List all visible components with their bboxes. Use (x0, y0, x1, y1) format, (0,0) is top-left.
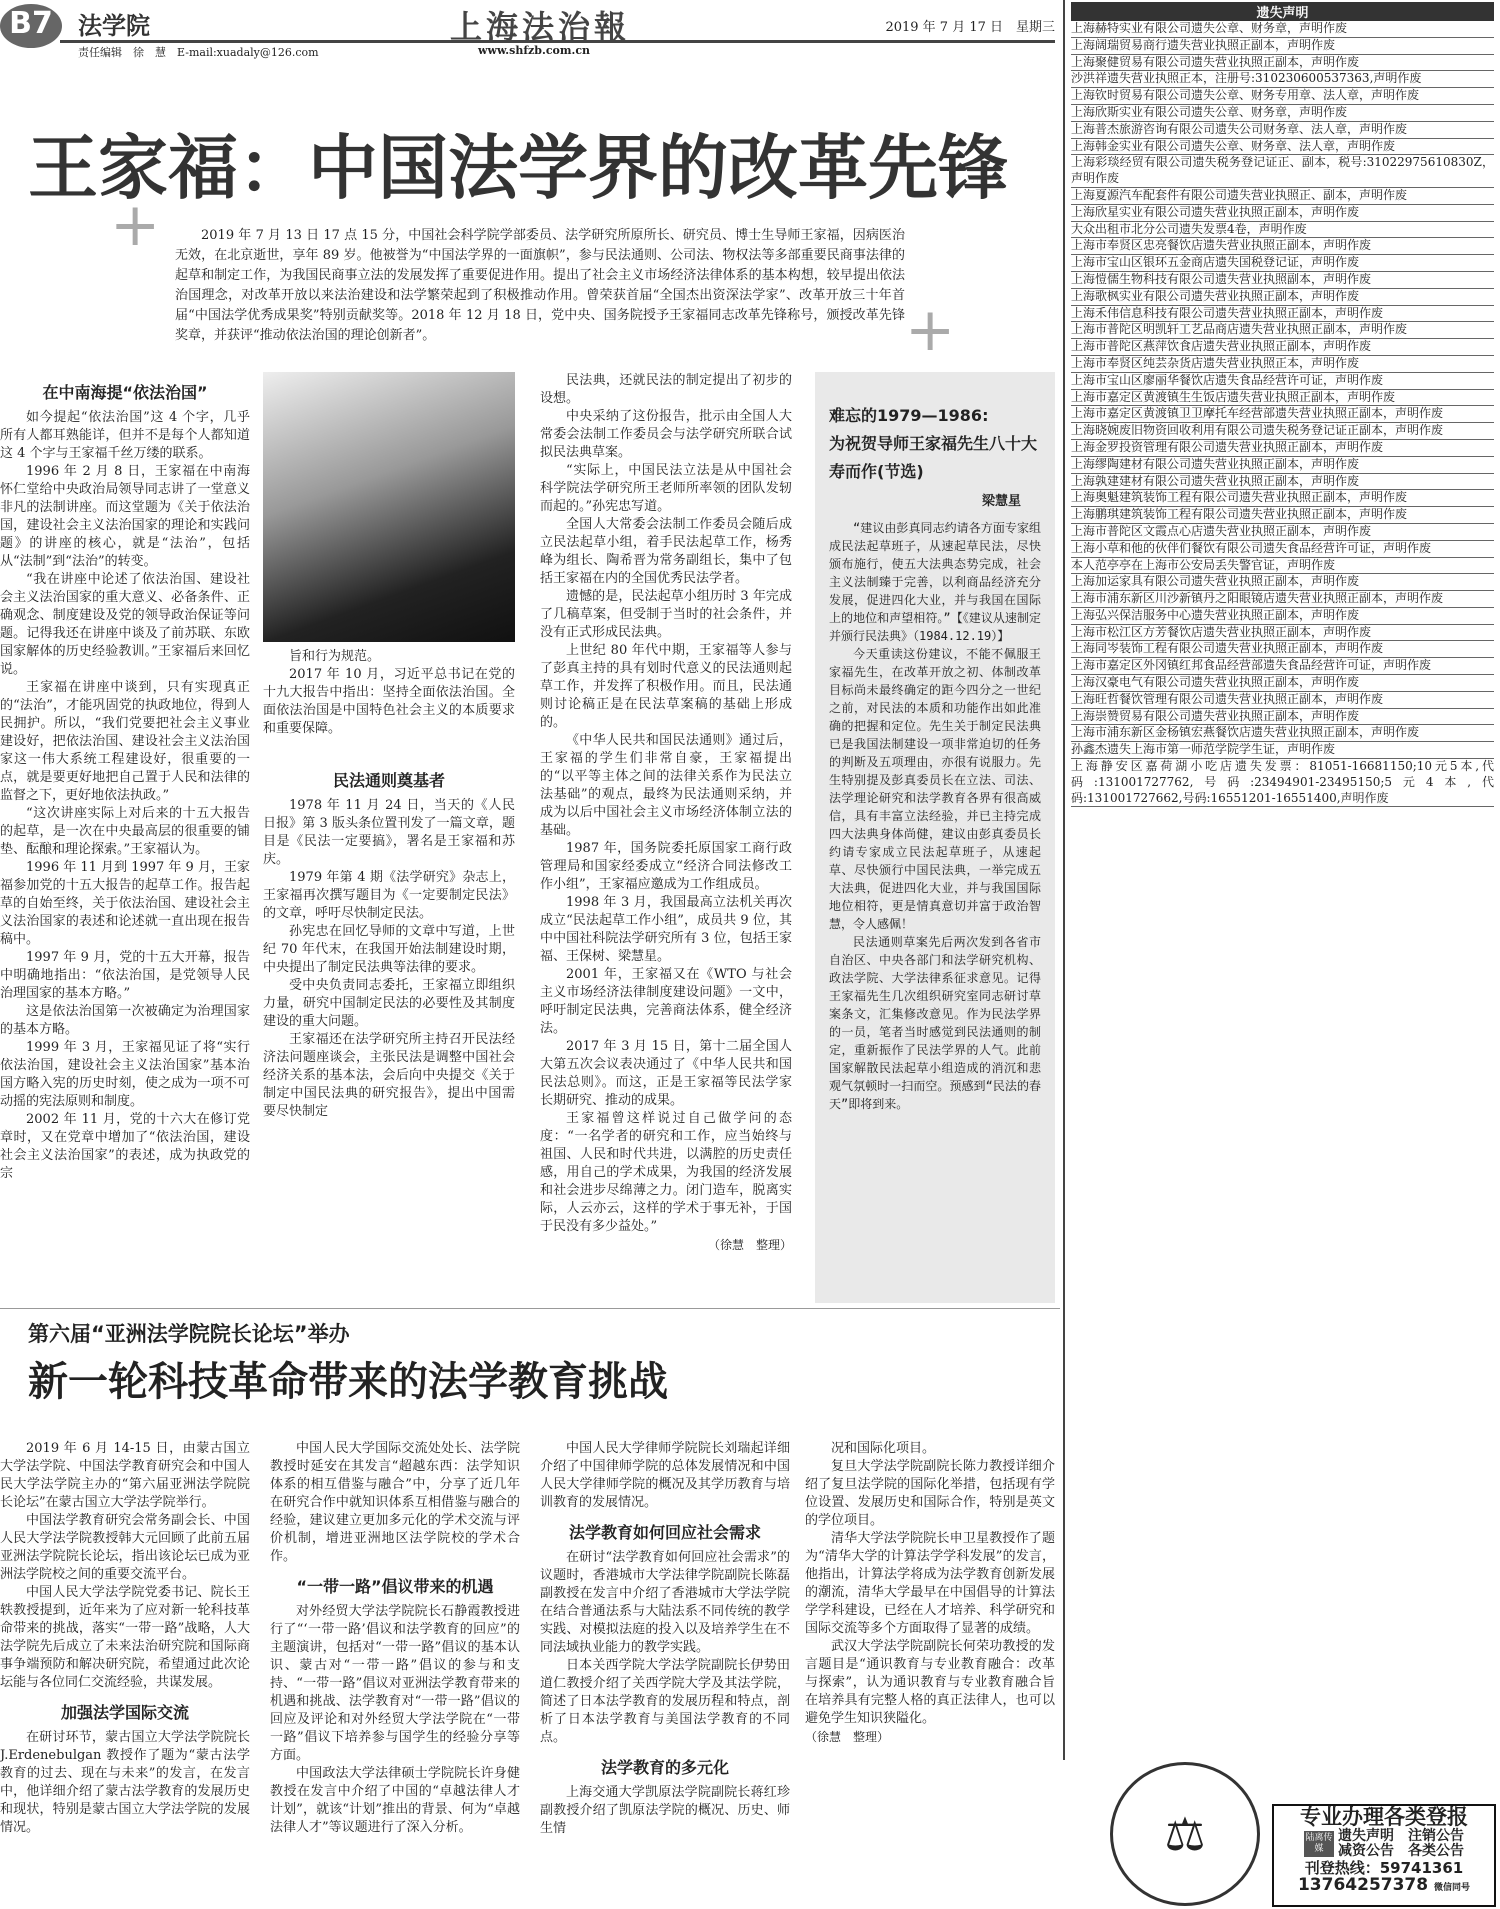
paragraph: 1978 年 11 月 24 日，当天的《人民日报》第 3 版头条位置刊发了一篇文章，题目是《民法一定要搞》，署名是王家福和苏庆。 (263, 798, 515, 867)
article2-column-2 (270, 1440, 520, 1837)
paragraph: 遗憾的是，民法起草小组历时 3 年完成了几稿草案，但受制于当时的社会条件，并没有正式形成民法典。 (540, 589, 792, 640)
sidebar-title: 难忘的1979—1986: (829, 406, 989, 425)
paragraph: “我在讲座中论述了依法治国、建设社会主义法治国家的重大意义、必备条件、正确观念、制度建设及党的领导政治保证等问题。记得我还在讲座中谈及了前苏联、东欧国家解体的历史经验教训。”王家福后来回忆说。 (0, 572, 250, 677)
paragraph: 2019 年 6 月 14-15 日，由蒙古国立大学法学院、中国法学教育研究会和中国人民大学法学院主办的“第六届亚洲法学院院长论坛”在蒙古国立大学法学院举行。 (0, 1441, 250, 1510)
paragraph: 上海金罗投资管理有限公司遗失营业执照正副本，声明作废 (1071, 440, 1494, 457)
paragraph: 本人范亭亭在上海市公安局丢失警官证，声明作废 (1071, 558, 1494, 575)
headline: 新一轮科技革命带来的法学教育挑战 (28, 1359, 668, 1405)
paragraph: 2017 年 10 月，习近平总书记在党的十九大报告中指出：坚持全面依法治国。全面依法治国是中国特色社会主义的本质要求和重要保障。 (263, 667, 515, 736)
paragraph: 全国人大常委会法制工作委员会随后成立民法起草小组，着手民法起草工作，杨秀峰为组长、陶希晋为常务副组长，集中了包括王家福在内的全国优秀民法学者。 (540, 517, 792, 586)
paragraph: 大众出租市北分公司遗失发票4卷，声明作废 (1071, 222, 1494, 239)
paragraph: “建议由彭真同志约请各方面专家组成民法起草班子，从速起草民法，尽快颁布施行，使五大法典态势完成，社会主义法制臻于完善，以利商品经济充分发展，促进四化大业，并与我国在国际上的地位和声望相符。”【《建议从速制定并颁行民法典》（1984.12.19）】 (829, 521, 1041, 643)
intro-text: 2019 年 7 月 13 日 17 点 15 分，中国社会科学院学部委员、法学研究所原所长、研究员、博士生导师王家福，因病医治无效，在北京逝世，享年 89 岁。他被誉为“中国法学界的一面旗帜”，参与民法通则、公司法、物权法等多部重要民商事法律的起草和制定工作，为我国民商事立法的发展发挥了重要促进作用。提出了社会主义市场经济法律体系的基本构想，较早提出依法治国理念，对改革开放以来法治建设和法学繁荣起到了积极推动作用。曾荣获首届“全国杰出资深法学家”、改革开放三十年首届“中国法学优秀成果奖”特别贡献奖等。2018 年 12 月 18 日，党中央、国务院授予王家福同志改革先锋称号，颁授改革先锋奖章，并获评“推动依法治国的理论创新者”。 (175, 228, 905, 343)
paragraph-list (263, 648, 515, 738)
paragraph: 上海普杰旅游咨询有限公司遗失公司财务章、法人章，声明作废 (1071, 122, 1494, 139)
notices-header: 遗失声明 (1071, 2, 1494, 21)
paragraph: 上海欣星实业有限公司遗失营业执照正副本，声明作废 (1071, 205, 1494, 222)
paragraph: 上海市浦东新区川沙新镇丹之阳眼镜店遗失营业执照正副本，声明作废 (1071, 591, 1494, 608)
article2-column-1 (0, 1440, 250, 1837)
paragraph-list (0, 409, 250, 1183)
paragraph: 1999 年 3 月，王家福见证了将“实行依法治国，建设社会主义法治国家”基本治国方略入宪的历史时刻，使之成为一项不可动摇的宪法原则和制度。 (0, 1040, 250, 1109)
paragraph: 武汉大学法学院副院长何荣功教授的发言题目是“通识教育与专业教育融合：改革与探索”，认为通识教育与专业教育融合旨在培养具有完整人格的真正法律人，也可以避免学生知识狭隘化。 (805, 1639, 1055, 1726)
ad-brand-logo: 陆离传媒 (1304, 1831, 1334, 1857)
paragraph: 2002 年 11 月，党的十六大在修订党章时，又在党章中增加了“依法治国，建设社会主义法治国家”的表述，成为执政党的宗 (0, 1112, 250, 1181)
hotline-number: 59741361 (1379, 1858, 1464, 1877)
hotline-label: 刊登热线： (1304, 1858, 1380, 1877)
paragraph-list (0, 1440, 250, 1692)
cross-ornament-icon: + (905, 295, 956, 365)
paragraph: 上海缪陶建材有限公司遗失营业执照正副本，声明作废 (1071, 457, 1494, 474)
paragraph: 上海弘兴保洁服务中心遗失营业执照正副本，声明作废 (1071, 608, 1494, 625)
issue-date: 2019 年 7 月 17 日 星期三 (885, 20, 1055, 35)
notices-column (1063, 0, 1500, 1760)
article-column-3 (540, 372, 792, 1253)
paragraph: 上海彩琰经贸有限公司遗失税务登记证正、副本，税号:31022975610830Z，声明作废 (1071, 155, 1494, 188)
paragraph: 王家福还在法学研究所主持召开民法经济法问题座谈会，主张民法是调整中国社会经济关系的基本法，会后向中央提交《关于制定中国民法典的研究报告》，提出中国需要尽快制定 (263, 1032, 515, 1119)
paragraph: 这是依法治国第一次被确定为治理国家的基本方略。 (0, 1004, 250, 1037)
masthead: 上海法治報 (450, 8, 631, 46)
law-school-emblem: ⚖ (1110, 1762, 1260, 1906)
paragraph: 上海晓婉废旧物资回收利用有限公司遗失税务登记证正副本，声明作废 (1071, 423, 1494, 440)
paragraph: 上海市松江区方芳餐饮店遗失营业执照正副本，声明作废 (1071, 625, 1494, 642)
divider (0, 1308, 1060, 1309)
paragraph-list (540, 1549, 790, 1747)
paragraph: 中央采纳了这份报告，批示由全国人大常委会法制工作委员会与法学研究所联合试拟民法典草案。 (540, 409, 792, 460)
paragraph-list (263, 797, 515, 1121)
header-rule (60, 40, 1055, 43)
website-url[interactable]: www.shfzb.com.cn (478, 44, 591, 57)
paragraph: 在研讨“法学教育如何回应社会需求”的议题时，香港城市大学法律学院副院长陈磊副教授在发言中介绍了香港城市大学法学院在结合普通法系与大陆法系不同传统的教学实践、对模拟法庭的投入以及培养学生在不同法域执业能力的教学实践。 (540, 1550, 790, 1655)
paragraph: 上海市普陀区明凯轩工艺品商店遗失营业执照正副本，声明作废 (1071, 322, 1494, 339)
paragraph: 日本关西学院大学法学院副院长伊势田道仁教授介绍了关西学院大学及其法学院，简述了日本法学教育的发展历程和特点，剖析了日本法学教育与美国法学教育的不同点。 (540, 1658, 790, 1745)
paragraph: 中国人民大学国际交流处处长、法学院教授时延安在其发言“超越东西：法学知识体系的相互借鉴与融合”中，分享了近几年在研究合作中就知识体系互相借鉴与融合的经验，建议建立更加多元化的学术交流与评价机制，增进亚洲地区法学院校的学术合作。 (270, 1441, 520, 1564)
advertisement (1272, 1804, 1496, 1907)
paragraph-list (540, 372, 792, 1236)
paragraph: 中国人民大学律师学院院长刘瑞起详细介绍了中国律师学院的总体发展情况和中国人民大学律师学院的概况及其学历教育与培训教育的发展情况。 (540, 1441, 790, 1510)
paragraph: 上海夏源汽车配套件有限公司遗失营业执照正、副本，声明作废 (1071, 188, 1494, 205)
paragraph: 2017 年 3 月 15 日，第十二届全国人大第五次会议表决通过了《中华人民共和国民法总则》。而这，正是王家福等民法学家长期研究、推动的成果。 (540, 1039, 792, 1108)
paragraph: 受中央负责同志委托，王家福立即组织力量，研究中国制定民法的必要性及其制度建设的重大问题。 (263, 978, 515, 1029)
paragraph: 中国政法大学法律硕士学院院长许身健教授在发言中介绍了中国的“卓越法律人才计划”，就该“计划”推出的背景、何为“卓越法律人才”等议题进行了深入分析。 (270, 1766, 520, 1835)
portrait-photo (263, 372, 515, 642)
sidebar-excerpt (815, 372, 1055, 1303)
paragraph-list (270, 1440, 520, 1566)
paragraph: 上海同岑装饰工程有限公司遗失营业执照正副本，声明作废 (1071, 641, 1494, 658)
paragraph: 上海崇赞贸易有限公司遗失营业执照正副本，声明作废 (1071, 709, 1494, 726)
paragraph: 上海市宝山区廖丽华餐饮店遗失食品经营许可证，声明作废 (1071, 373, 1494, 390)
paragraph-list (540, 1440, 790, 1512)
paragraph: 1998 年 3 月，我国最高立法机关再次成立“民法起草工作小组”，成员共 9 位，其中中国社科院法学研究所有 3 位，包括王家福、王保树、梁慧星。 (540, 895, 792, 964)
paragraph: 对外经贸大学法学院院长石静霞教授进行了“‘一带一路’倡议和法学教育的回应”的主题演讲，包括对“一带一路”倡议的基本认识、蒙古对“一带一路”倡议的参与和支持、“一带一路”倡议对亚洲法学教育带来的机遇和挑战、法学教育对“一带一路”倡议的回应及评论和对外经贸大学法学院在“一带一路”倡议下培养参与国学生的经验分享等方面。 (270, 1604, 520, 1763)
subheading: 法学教育如何回应社会需求 (568, 1523, 761, 1542)
paragraph-list (270, 1603, 520, 1837)
mobile-number: 13764257378 (1297, 1875, 1429, 1896)
subheading: 法学教育的多元化 (600, 1758, 729, 1777)
paragraph-list (0, 1729, 250, 1837)
paragraph: 旨和行为规范。 (289, 649, 381, 664)
headline: 王家福：中国法学界的改革先锋 (28, 127, 1008, 209)
paragraph: 上海加运家具有限公司遗失营业执照正副本，声明作废 (1071, 574, 1494, 591)
article-column-2 (263, 648, 515, 1121)
page-badge: B7 (0, 4, 62, 48)
paragraph: 中国法学教育研究会常务副会长、中国人民大学法学院教授韩大元回顾了此前五届亚洲法学院院长论坛，指出该论坛已成为亚洲法学院校之间的重要交流平台。 (0, 1513, 250, 1582)
paragraph: 上海市嘉定区外冈镇红邦食品经营部遗失食品经营许可证，声明作废 (1071, 658, 1494, 675)
paragraph: 1996 年 2 月 8 日，王家福在中南海怀仁堂给中央政治局领导同志讲了一堂意义非凡的法制讲座。而这堂题为《关于依法治国，建设社会主义法治国家的理论和实践问题》的讲座的核心，就是“法治”，包括从“法制”到“法治”的转变。 (0, 464, 250, 569)
paragraph: 1979 年第 4 期《法学研究》杂志上，王家福再次撰写题目为《一定要制定民法》的文章，呼吁尽快制定民法。 (263, 870, 515, 921)
paragraph: 上海市嘉定区黄渡镇卫卫摩托车经营部遗失营业执照正副本，声明作废 (1071, 406, 1494, 423)
paragraph: 上海市奉贤区纯芸杂货店遗失营业执照正本，声明作废 (1071, 356, 1494, 373)
paragraph: 上海市浦东新区金杨镇宏燕餐饮店遗失营业执照正副本，声明作废 (1071, 725, 1494, 742)
credit: （徐慧 整理） (805, 1730, 890, 1744)
paragraph: 上海聚健贸易有限公司遗失营业执照正副本，声明作废 (1071, 55, 1494, 72)
paragraph: 王家福在讲座中谈到，只有实现真正的“法治”，才能巩固党的执政地位，得到人民拥护。所以，“我们党要把社会主义事业建设好，把依法治国、建设社会主义法治国家这一伟大系统工程建设好，很重要的一点，就是要更好地把自己置于人民和法律的监督之下，更好地依法执政。” (0, 680, 250, 803)
subheading: 在中南海提“依法治国” (42, 383, 208, 402)
paragraph-list (1071, 21, 1494, 807)
paragraph: 上海市普陀区文霞点心店遗失营业执照正副本，声明作废 (1071, 524, 1494, 541)
wechat-note: 微信同号 (1434, 1883, 1471, 1894)
paragraph: 民法典，还就民法的制定提出了初步的设想。 (540, 373, 792, 406)
paragraph: 上海市普陀区燕萍饮食店遗失营业执照正副本，声明作废 (1071, 339, 1494, 356)
paragraph: 1997 年 9 月，党的十五大开幕，报告中明确地指出：“依法治国，是党领导人民治理国家的基本方略。” (0, 950, 250, 1001)
paragraph: 上海市奉贤区忠亮餐饮店遗失营业执照正副本，声明作废 (1071, 238, 1494, 255)
sidebar-title: 为祝贺导师王家福先生八十大寿而作(节选) (829, 434, 1038, 481)
paragraph: 2001 年，王家福又在《WTO 与社会主义市场经济法律制度建设问题》一文中，呼吁制定民法典，完善商法体系，健全经济法。 (540, 967, 792, 1036)
paragraph: 在研讨环节，蒙古国立大学法学院院长J.Erdenebulgan 教授作了题为“蒙古法学教育的过去、现在与未来”的发言，在发言中，他详细介绍了蒙古法学教育的发展历史和现状，特别是蒙古国立大学法学院的发展情况。 (0, 1730, 250, 1835)
paragraph: 清华大学法学院院长申卫星教授作了题为“清华大学的计算法学学科发展”的发言，他指出，计算法学将成为法学教育创新发展的潮流，清华大学最早在中国倡导的计算法学学科建设，已经在人才培养、科学研究和国际交流等多个方面取得了显著的成绩。 (805, 1531, 1055, 1636)
paragraph: 上海欣斯实业有限公司遗失公章、财务章，声明作废 (1071, 105, 1494, 122)
paragraph: 上海赫特实业有限公司遗失公章、财务章，声明作废 (1071, 21, 1494, 38)
paragraph: 孙宪忠在回忆导师的文章中写道，上世纪 70 年代末，在我国开始法制建设时期，中央提出了制定民法典等法律的要求。 (263, 924, 515, 975)
cross-ornament-icon: + (110, 190, 161, 260)
paragraph: 上海奥魁建筑装饰工程有限公司遗失营业执照正副本，声明作废 (1071, 490, 1494, 507)
paragraph: 1996 年 11 月到 1997 年 9 月，王家福参加党的十五大报告的起草工作。报告起草的自始至终，关于依法治国、建设社会主义法治国家的表述和论述就一直出现在报告稿中。 (0, 860, 250, 947)
article-column-1 (0, 372, 250, 1183)
subheading: “一带一路”倡议带来的机遇 (296, 1577, 494, 1596)
paragraph: 中国人民大学法学院党委书记、院长王轶教授提到，近年来为了应对新一轮科技革命带来的挑战，落实“一带一路”战略，人大法学院先后成立了未来法治研究院和国际商事争端预防和解决研究院，希望通过此次论坛能与各位同仁交流经验，共谋发展。 (0, 1585, 250, 1690)
subtitle: 第六届“亚洲法学院院长论坛”举办 (28, 1322, 350, 1346)
paragraph: 上海鹏琪建筑装饰工程有限公司遗失营业执照正副本，声明作废 (1071, 507, 1494, 524)
paragraph: 1987 年，国务院委托原国家工商行政管理局和国家经委成立“经济合同法修改工作小组”，王家福应邀成为工作组成员。 (540, 841, 792, 892)
paragraph: 上海汉豪电气有限公司遗失营业执照正副本，声明作废 (1071, 675, 1494, 692)
ad-headline: 专业办理各类登报 (1300, 1805, 1468, 1829)
subheading: 加强法学国际交流 (60, 1703, 189, 1722)
paragraph: 今天重读这份建议，不能不佩服王家福先生，在改革开放之初、体制改革目标尚未最终确定的距今四分之一世纪之前，对民法的本质和功能作出如此准确的把握和定位。先生关于制定民法典已是我国法制建设一项非常迫切的任务的判断及五项理由，亦很有说服力。先生特别提及彭真委员长在立法、司法、法学理论研究和法学教育各界有很高威信，具有丰富立法经验，并已主持完成四大法典身体尚健，建议由彭真委员长约请专家成立民法起草班子，从速起草、尽快颁行中国民法典，一举完成五大法典，促进四化大业，并与我国国际地位相符，更是情真意切并富于政治智慧，令人感佩！ (829, 647, 1041, 931)
paragraph: 上海阔瑞贸易商行遗失营业执照正副本，声明作废 (1071, 38, 1494, 55)
article2-column-3 (540, 1440, 790, 1838)
credit: （徐慧 整理） (707, 1238, 792, 1252)
paragraph: 上海韩金实业有限公司遗失公章、财务章、法人章，声明作废 (1071, 139, 1494, 156)
paragraph: 上世纪 80 年代中期，王家福等人参与了彭真主持的具有划时代意义的民法通则起草工作，并发挥了积极作用。而且，民法通则讨论稿正是在民法草案稿的基础上形成的。 (540, 643, 792, 730)
paragraph-list (829, 519, 1041, 1113)
paragraph: 《中华人民共和国民法通则》通过后，王家福的学生们非常自豪，王家福提出的“以平等主体之间的法律关系作为民法立法基础”的观点，最终为民法通则采纳，并成为以后中国社会主义市场经济体制立法的基础。 (540, 733, 792, 838)
section-title: 法学院 (78, 12, 150, 40)
paragraph: 沙洪祥遗失营业执照正本，注册号:310230600537363,声明作废 (1071, 71, 1494, 88)
editor-line: 责任编辑 徐 慧 E-mail:xuadaly@126.com (78, 46, 319, 59)
paragraph: 况和国际化项目。 (831, 1441, 936, 1456)
paragraph: 上海旺哲餐饮管理有限公司遗失营业执照正副本，声明作废 (1071, 692, 1494, 709)
article2-column-4 (805, 1440, 1055, 1745)
paragraph: 孙鑫杰遗失上海市第一师范学院学生证，声明作废 (1071, 742, 1494, 759)
paragraph: 上海孰建建材有限公司遗失营业执照正副本，声明作废 (1071, 474, 1494, 491)
sidebar-author: 梁慧星 (981, 494, 1021, 509)
paragraph: 上海小草和他的伙伴们餐饮有限公司遗失食品经营许可证，声明作废 (1071, 541, 1494, 558)
paragraph: 王家福曾这样说过自己做学问的态度：“一名学者的研究和工作，应当始终与祖国、人民和时代共进，以满腔的历史责任感，用自己的学术成果，为我国的经济发展和社会进步尽绵薄之力。闭门造车，脱离实际，人云亦云，这样的学术于事无补，于国于民没有多少益处。” (540, 1111, 792, 1234)
paragraph-list (805, 1440, 1055, 1728)
paragraph: 上海市嘉定区黄渡镇生生饭店遗失营业执照正副本，声明作废 (1071, 390, 1494, 407)
paragraph: 上海交通大学凯原法学院副院长蒋红珍副教授介绍了凯原法学院的概况、历史、师生情 (540, 1785, 790, 1836)
subheading: 民法通则奠基者 (332, 771, 445, 790)
intro-paragraph (175, 226, 905, 346)
paragraph: “实际上，中国民法立法是从中国社会科学院法学研究所王老师所率领的团队发轫而起的。”孙宪忠写道。 (540, 463, 792, 514)
paragraph-list (540, 1784, 790, 1838)
ad-service: 遗失声明 注销公告 (1338, 1828, 1464, 1845)
paragraph: “这次讲座实际上对后来的十五大报告的起草，是一次在中央最高层的很重要的铺垫、酝酿和理论探索。”王家福认为。 (0, 806, 250, 857)
paragraph: 上海歌枫实业有限公司遗失营业执照正副本，声明作废 (1071, 289, 1494, 306)
ad-service: 减资公告 各类公告 (1338, 1843, 1464, 1860)
paragraph: 上海市宝山区银环五金商店遗失国税登记证，声明作废 (1071, 255, 1494, 272)
paragraph: 上海钦时贸易有限公司遗失公章、财务专用章、法人章，声明作废 (1071, 88, 1494, 105)
paragraph: 如今提起“依法治国”这 4 个字，几乎所有人都耳熟能详，但并不是每个人都知道这 4 个字与王家福千丝万缕的联系。 (0, 410, 250, 461)
paragraph: 复旦大学法学院副院长陈力教授详细介绍了复旦法学院的国际化举措，包括现有学位设置、发展历史和国际合作，特别是英文的学位项目。 (805, 1459, 1055, 1528)
paragraph: 民法通则草案先后两次发到各省市自治区、中央各部门和法学研究机构、政法学院、大学法律系征求意见。记得王家福先生几次组织研究室同志研讨草案条文，汇集修改意见。作为民法学界的一员，笔者当时感觉到民法通则的制定，重新振作了民法学界的人气。此前国家解散民法起草小组造成的消沉和悲观气氛顿时一扫而空。预感到“民法的春天”即将到来。 (829, 935, 1041, 1111)
paragraph: 上海愷儒生物科技有限公司遗失营业执照副本，声明作废 (1071, 272, 1494, 289)
paragraph: 上海禾伟信息科技有限公司遗失营业执照正副本，声明作废 (1071, 306, 1494, 323)
paragraph: 上海静安区嘉荷湖小吃店遗失发票：81051-16681150;10元5本,代码:131001727762,号码:23494901-23495150;5元4本,代码:131001727662,号码:16551201-16551400,声明作废 (1071, 759, 1494, 807)
